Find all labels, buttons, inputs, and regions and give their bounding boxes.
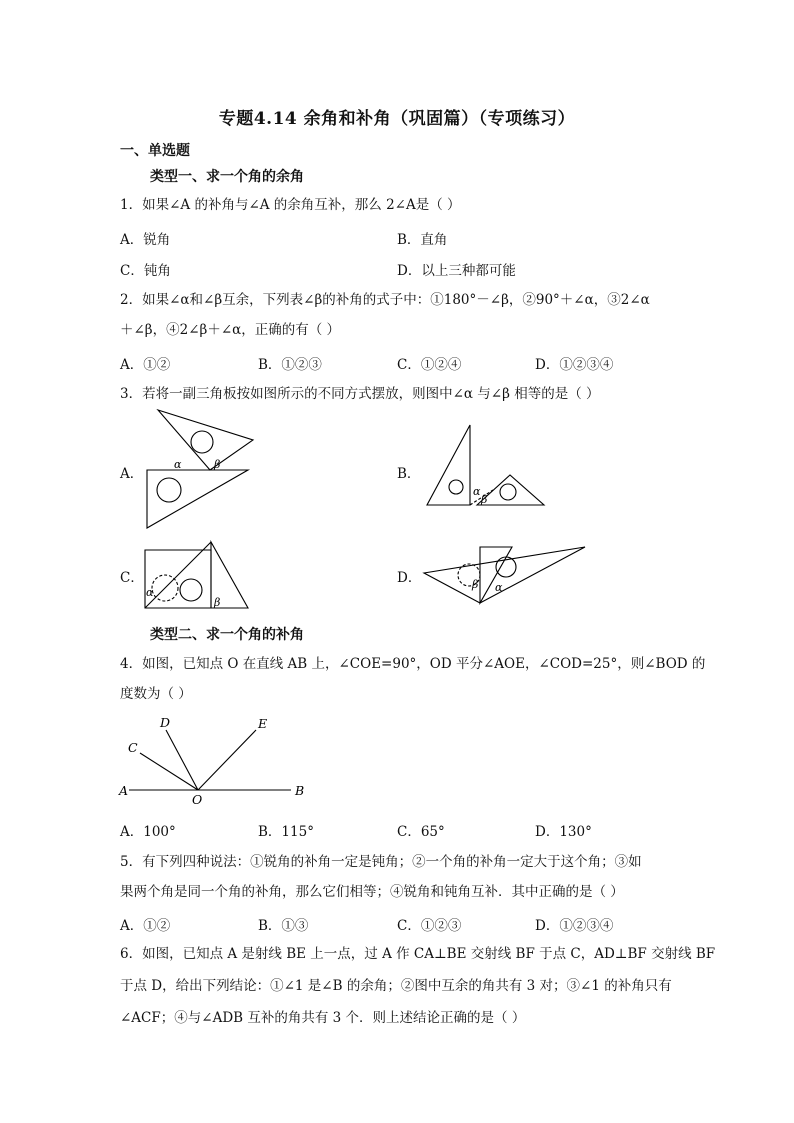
q6-text-line2: 于点 D，给出下列结论：①∠1 是∠B 的余角；②图中互余的角共有 3 对；③∠1 的补角只有 xyxy=(120,978,672,994)
q3-option-a: A． xyxy=(120,466,144,482)
set-square-hole-a2 xyxy=(157,478,181,502)
type2-heading: 类型二、求一个角的补角 xyxy=(150,627,304,643)
beta-label-c: β xyxy=(214,596,221,609)
q5-option-c: C．①②③ xyxy=(397,918,462,934)
hole-c xyxy=(180,579,202,601)
set-square-frame-c xyxy=(145,550,211,608)
point-b-label: B xyxy=(295,783,305,798)
ray-oc xyxy=(140,753,198,790)
page-title: 专题4.14 余角和补角（巩固篇）（专项练习） xyxy=(218,109,576,129)
q3-figure-b xyxy=(420,425,550,510)
alpha-label-c: α xyxy=(146,586,154,599)
ray-od xyxy=(166,730,198,790)
set-square-30-d xyxy=(424,547,585,603)
q3-figure-d xyxy=(422,545,590,607)
q4-option-b: B．115° xyxy=(258,824,314,840)
q3-option-d: D． xyxy=(397,570,422,586)
point-a-label: A xyxy=(119,783,129,798)
point-o-label: O xyxy=(192,792,203,807)
q3-option-c: C． xyxy=(120,570,144,586)
q2-text-line2: ＋∠β，④2∠β＋∠α，正确的有（ ） xyxy=(120,322,341,338)
type1-heading: 类型一、求一个角的余角 xyxy=(150,169,304,185)
alpha-label-b: α xyxy=(473,485,481,498)
q4-option-c: C．65° xyxy=(397,824,445,840)
q1-option-d: D．以上三种都可能 xyxy=(397,263,516,279)
q1-option-a: A．锐角 xyxy=(120,232,171,248)
q3-figure-a xyxy=(140,410,255,530)
alpha-label-d: α xyxy=(495,581,503,594)
q4-option-d: D．130° xyxy=(535,824,592,840)
point-c-label: C xyxy=(128,740,138,755)
q5-option-a: A．①② xyxy=(120,918,171,934)
q3-text: 3．若将一副三角板按如图所示的不同方式摆放，则图中∠α 与∠β 相等的是（ ） xyxy=(120,386,600,402)
q6-text-line1: 6．如图，已知点 A 是射线 BE 上一点，过 A 作 CA⊥BE 交射线 BF 于点 C，AD⊥BF 交射线 BF xyxy=(120,946,716,962)
q4-text-line1: 4．如图，已知点 O 在直线 AB 上，∠COE=90°，OD 平分∠AOE，∠COD=25°，则∠BOD 的 xyxy=(120,656,706,672)
set-square-30-a xyxy=(147,470,248,528)
section-heading: 一、单选题 xyxy=(120,143,190,159)
q5-text-line1: 5．有下列四种说法：①锐角的补角一定是钝角；②一个角的补角一定大于这个角；③如 xyxy=(120,854,642,870)
hypotenuse-c xyxy=(145,542,211,608)
q5-option-b: B．①③ xyxy=(258,918,309,934)
q1-text: 1．如果∠A 的补角与∠A 的余角互补，那么 2∠A是（ ） xyxy=(120,197,461,213)
q1-option-b: B．直角 xyxy=(397,232,448,248)
q2-option-c: C．①②④ xyxy=(397,357,462,373)
q2-option-d: D．①②③④ xyxy=(535,357,614,373)
q2-option-a: A．①② xyxy=(120,357,171,373)
q3-option-b: B． xyxy=(397,466,421,482)
alpha-label-a: α xyxy=(174,458,182,471)
set-square-hole-a xyxy=(191,431,213,453)
q4-option-a: A．100° xyxy=(120,824,176,840)
q5-text-line2: 果两个角是同一个角的补角，那么它们相等；④锐角和钝角互补．其中正确的是（ ） xyxy=(120,884,624,900)
q6-text-line3: ∠ACF；④与∠ADB 互补的角共有 3 个．则上述结论正确的是（ ） xyxy=(120,1010,526,1026)
set-square-hole-b2 xyxy=(500,484,516,500)
ray-oe xyxy=(198,730,256,790)
q4-figure xyxy=(118,713,313,805)
set-square-45-a xyxy=(158,410,253,470)
q4-text-line2: 度数为（ ） xyxy=(120,686,192,702)
q1-option-c: C．钝角 xyxy=(120,263,171,279)
beta-label-a: β xyxy=(214,458,221,471)
point-d-label: D xyxy=(160,715,171,730)
beta-label-d: β xyxy=(472,578,479,591)
q5-option-d: D．①②③④ xyxy=(535,918,614,934)
set-square-hole-b xyxy=(449,480,463,494)
beta-label-b: β xyxy=(481,493,488,506)
point-e-label: E xyxy=(258,716,268,731)
q2-text-line1: 2．如果∠α和∠β互余，下列表∠β的补角的式子中：①180°－∠β，②90°＋∠α，③2∠α xyxy=(120,292,650,308)
q3-figure-c xyxy=(143,540,251,610)
set-square-30-b xyxy=(427,425,470,505)
q2-option-b: B．①②③ xyxy=(258,357,322,373)
